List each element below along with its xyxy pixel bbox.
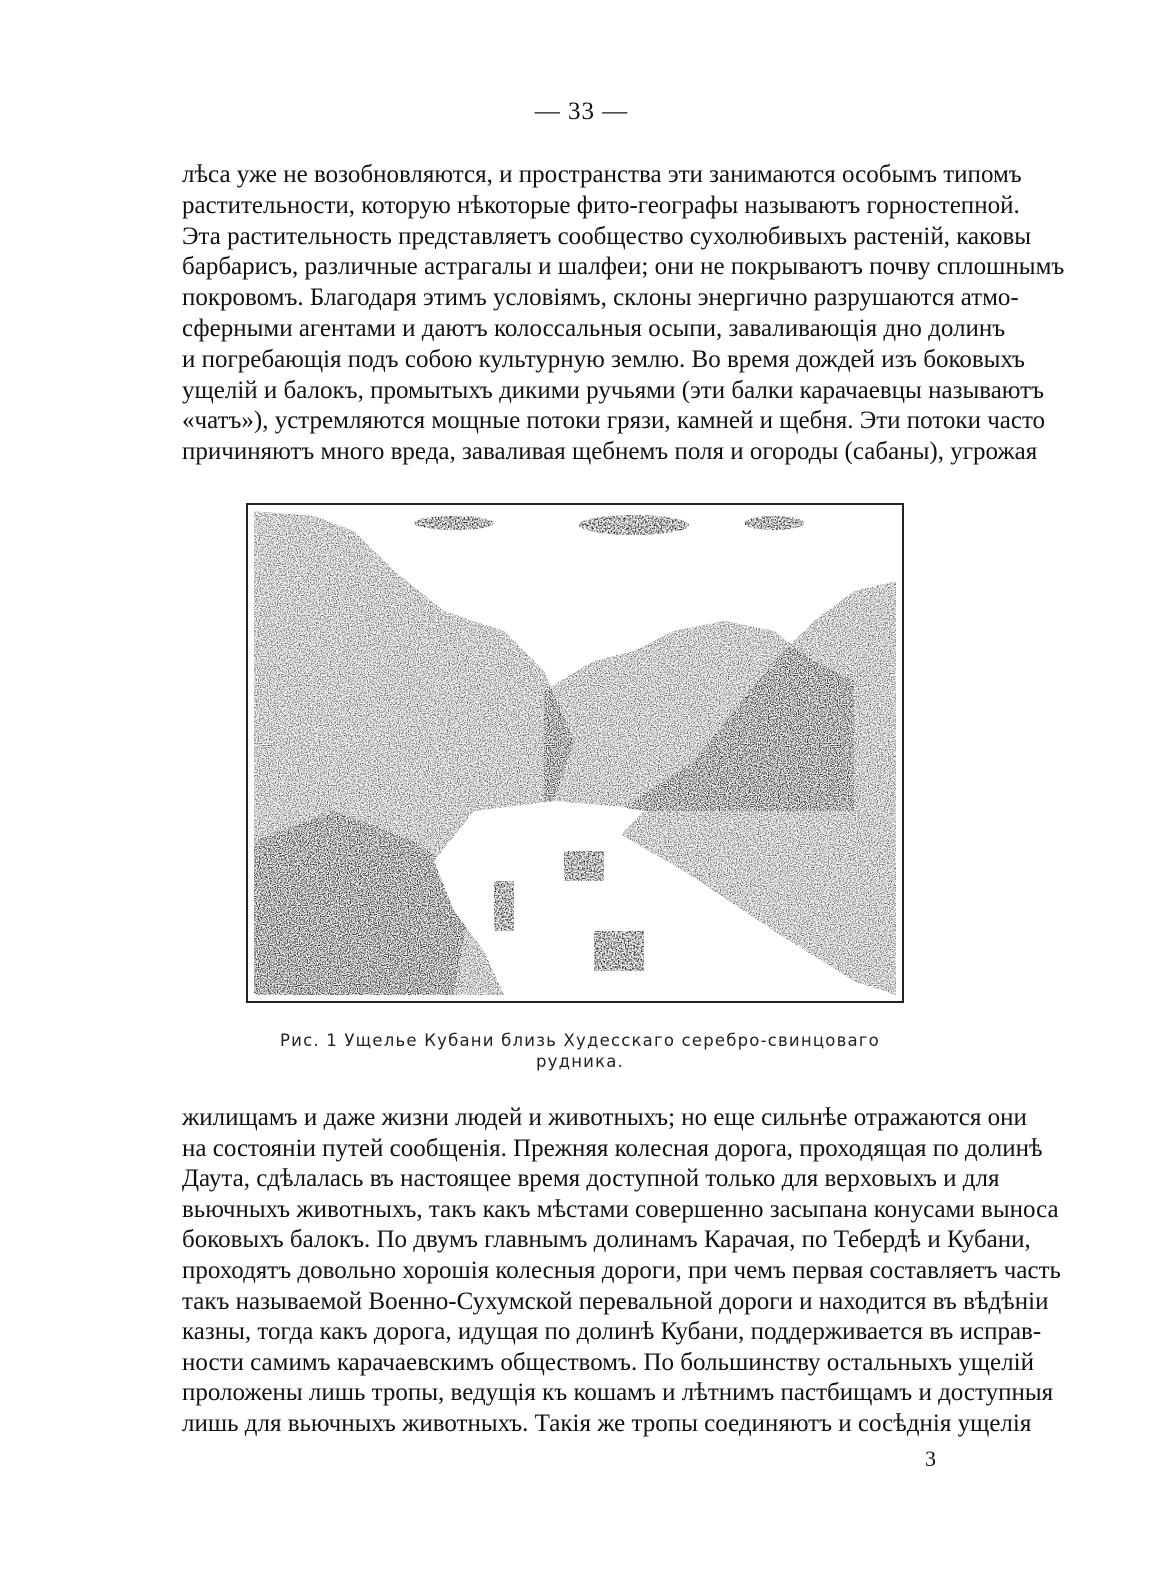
text-line: вьючныхъ животныхъ, такъ какъ мѣстами совершенно засыпана конусами выноса <box>182 1195 1059 1223</box>
text-line: на состоянiи путей сообщенiя. Прежняя колесная дорога, проходящая по долинѣ <box>182 1134 1043 1162</box>
text-line: покровомъ. Благодаря этимъ условiямъ, склоны энергично разрушаются атмо- <box>182 284 1019 312</box>
figure-caption <box>240 1030 920 1072</box>
gorge-illustration <box>254 511 896 995</box>
page-number: — 33 — <box>534 98 629 125</box>
text-line: боковыхъ балокъ. По двумъ главнымъ долинамъ Карачая, по Тебердѣ и Кубани, <box>182 1226 1031 1254</box>
text-line: лѣса уже не возобновляются, и пространства эти занимаются особымъ типомъ <box>182 161 1022 188</box>
text-line: сферными агентами и даютъ колоссальныя осыпи, заваливающiя дно долинъ <box>182 314 1006 342</box>
bottom-paragraph <box>182 1103 1061 1440</box>
text-line: и погребающiя подъ собою культурную землю. Во время дождей изъ боковыхъ <box>182 345 1025 373</box>
text-line: растительности, которую нѣкоторые фито-географы называютъ горностепной. <box>182 191 1020 219</box>
text-line: барбарисъ, различные астрагалы и шалфеи; они не покрываютъ почву сплошнымъ <box>182 253 1065 281</box>
text-line: ущелiй и балокъ, промытыхъ дикими ручьями (эти балки карачаевцы называютъ <box>182 376 1045 404</box>
figure-photo-kuban-gorge <box>246 503 904 1003</box>
text-line: проложены лишь тропы, ведущiя къ кошамъ и лѣтнимъ пастбищамъ и доступныя <box>182 1379 1054 1407</box>
text-line: ности самимъ карачаевскимъ обществомъ. По большинству остальныхъ ущелiй <box>182 1348 1034 1376</box>
text-line: казны, тогда какъ дорога, идущая по долинѣ Кубани, поддерживается въ исправ- <box>182 1318 1042 1346</box>
top-paragraph <box>182 160 1065 468</box>
text-line: такъ называемой Военно-Сухумской перевальной дороги и находится въ вѣдѣнiи <box>182 1287 1049 1315</box>
text-line: лишь для вьючныхъ животныхъ. Такiя же тропы соединяютъ и сосѣднiя ущелiя <box>182 1409 1032 1437</box>
text-line: «чатъ»), устремляются мощные потоки грязи, камней и щебня. Эти потоки часто <box>182 407 1046 435</box>
text-line: причиняютъ много вреда, заваливая щебнемъ поля и огороды (сабаны), угрожая <box>182 438 1038 466</box>
text-line: Эта растительность представляетъ сообщество сухолюбивыхъ растенiй, каковы <box>182 222 1032 250</box>
text-line: жилищамъ и даже жизни людей и животныхъ; но еще сильнѣе отражаются они <box>182 1104 1027 1131</box>
caption-line: Рис. 1 Ущелье Кубани близь Худесскаго серебро-свинцоваго <box>280 1031 880 1050</box>
text-line: проходятъ довольно хорошiя колесныя дороги, при чемъ первая составляетъ часть <box>182 1256 1061 1284</box>
text-line: Даута, сдѣлалась въ настоящее время доступной только для верховыхъ и для <box>182 1165 1000 1193</box>
caption-line: рудника. <box>535 1052 625 1071</box>
signature-mark: 3 <box>925 1446 936 1471</box>
